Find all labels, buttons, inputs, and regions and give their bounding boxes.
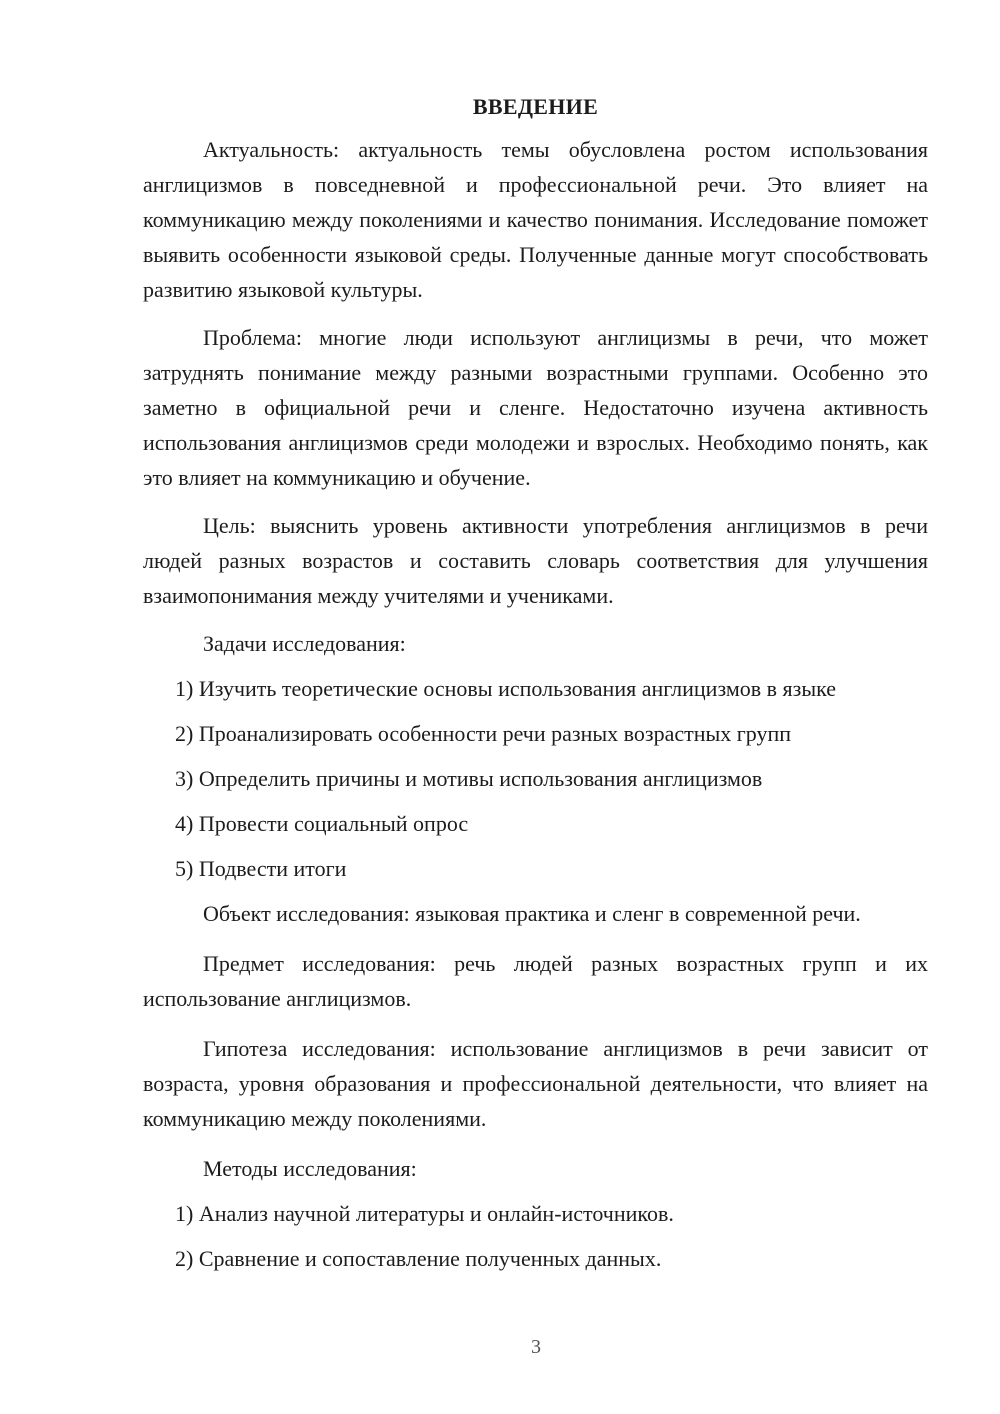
relevance-paragraph: Актуальность: актуальность темы обусловлена ростом использования англицизмов в повседневной и профессиональной речи. Это влияет на коммуникацию между поколениями и качество понимания. Исследование поможет выявить особенности языковой среды. Полученные данные могут способствовать развитию языковой культуры.: [143, 137, 928, 302]
list-item: 2) Сравнение и сопоставление полученных данных.: [175, 1246, 662, 1271]
tasks-list: [143, 671, 928, 886]
hypothesis-paragraph: Гипотеза исследования: использование англицизмов в речи зависит от возраста, уровня образования и профессиональной деятельности, что влияет на коммуникацию между поколениями.: [143, 1036, 928, 1131]
problem-paragraph: Проблема: многие люди используют англицизмы в речи, что может затруднять понимание между разными возрастными группами. Особенно это заметно в официальной речи и сленге. Недостаточно изучена активность использования англицизмов среди молодежи и взрослых. Необходимо понять, как это влияет на коммуникацию и обучение.: [143, 325, 928, 490]
list-item: 1) Анализ научной литературы и онлайн-источников.: [175, 1201, 674, 1226]
goal-paragraph: Цель: выяснить уровень активности употребления англицизмов в речи людей разных возрастов и составить словарь соответствия для улучшения взаимопонимания между учителями и учениками.: [143, 513, 928, 608]
list-item: 4) Провести социальный опрос: [175, 811, 469, 836]
list-item: 5) Подвести итоги: [175, 856, 347, 881]
list-item: 3) Определить причины и мотивы использования англицизмов: [175, 766, 763, 791]
section-title: ВВЕДЕНИЕ: [472, 94, 599, 119]
list-item: 1) Изучить теоретические основы использования англицизмов в языке: [175, 676, 837, 701]
page-number: 3: [531, 1336, 541, 1358]
subject-paragraph: Предмет исследования: речь людей разных возрастных групп и их использование англицизмов.: [143, 951, 928, 1011]
document-page: [143, 92, 928, 1286]
object-paragraph: Объект исследования: языковая практика и сленг в современной речи.: [203, 901, 861, 926]
list-item: 2) Проанализировать особенности речи разных возрастных групп: [175, 721, 792, 746]
methods-heading: Методы исследования:: [203, 1156, 417, 1181]
tasks-heading: Задачи исследования:: [203, 631, 406, 656]
methods-list: [143, 1196, 928, 1276]
